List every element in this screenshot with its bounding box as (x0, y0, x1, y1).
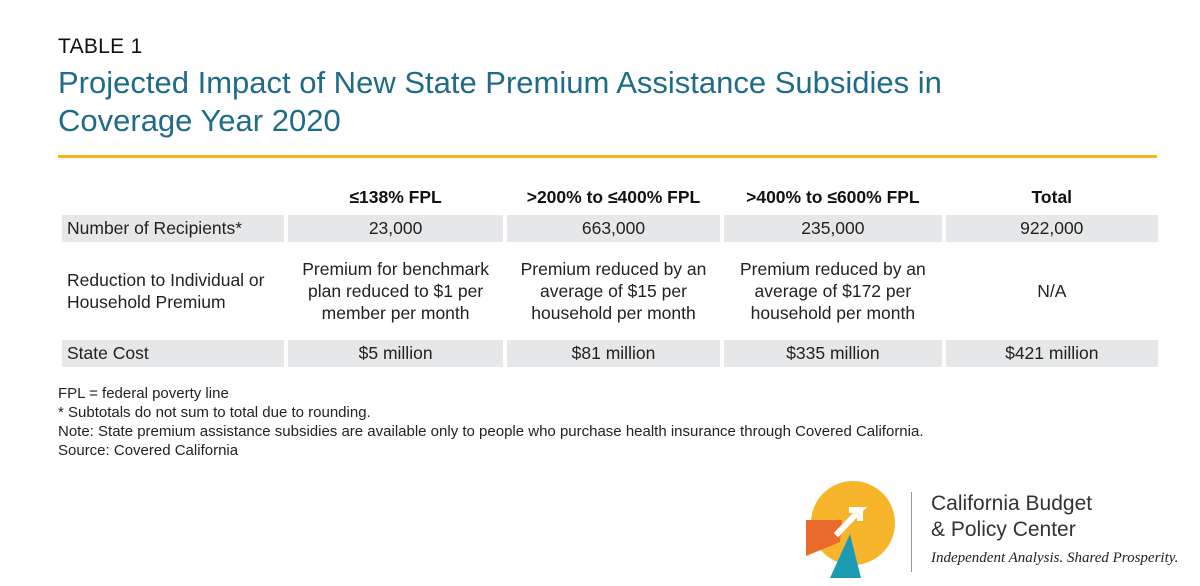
org-name-line1: California Budget (931, 492, 1093, 515)
note-availability: Note: State premium assistance subsidies are available only to people who purchase health insurance through Covered California. (58, 423, 924, 440)
table-notes (58, 384, 924, 460)
table-cell: Premium reduced by an average of $15 per household per month (520, 259, 707, 323)
table-cell: 922,000 (946, 215, 1158, 242)
column-header: Total (1031, 187, 1073, 207)
org-logo (800, 480, 1180, 580)
table-cell: $5 million (288, 340, 502, 367)
table-row (62, 340, 1158, 367)
table-row (62, 215, 1158, 242)
row-label: Number of Recipients* (62, 215, 284, 242)
table-cell: Premium for benchmark plan reduced to $1 per member per month (302, 259, 489, 323)
table-cell: $335 million (724, 340, 941, 367)
data-table (58, 180, 1162, 371)
note-rounding: * Subtotals do not sum to total due to rounding. (58, 404, 371, 421)
table-cell: $421 million (946, 340, 1158, 367)
logo-divider (911, 492, 912, 572)
title-divider (58, 155, 1157, 158)
column-header: ≤138% FPL (349, 187, 442, 207)
table-label: TABLE 1 (58, 35, 143, 58)
table-row (62, 246, 1158, 336)
org-name-line2: & Policy Center (931, 518, 1076, 541)
column-header-blank (62, 184, 284, 211)
table-cell: 235,000 (724, 215, 941, 242)
table-cell: Premium reduced by an average of $172 per household per month (739, 259, 926, 323)
row-label: Reduction to Individual or Household Premium (67, 270, 265, 312)
column-header: >200% to ≤400% FPL (526, 187, 701, 207)
org-tagline: Independent Analysis. Shared Prosperity. (931, 550, 1179, 566)
note-source: Source: Covered California (58, 442, 239, 459)
table-cell: N/A (1037, 281, 1067, 301)
note-fpl-definition: FPL = federal poverty line (58, 385, 229, 402)
page-title: Projected Impact of New State Premium Assistance Subsidies in Coverage Year 2020 (58, 65, 942, 138)
logo-mark-icon (800, 480, 910, 580)
table-cell: $81 million (507, 340, 720, 367)
table-header-row (62, 184, 1158, 211)
table-cell: 663,000 (507, 215, 720, 242)
table-cell: 23,000 (288, 215, 502, 242)
row-label: State Cost (62, 340, 284, 367)
column-header: >400% to ≤600% FPL (746, 187, 920, 207)
